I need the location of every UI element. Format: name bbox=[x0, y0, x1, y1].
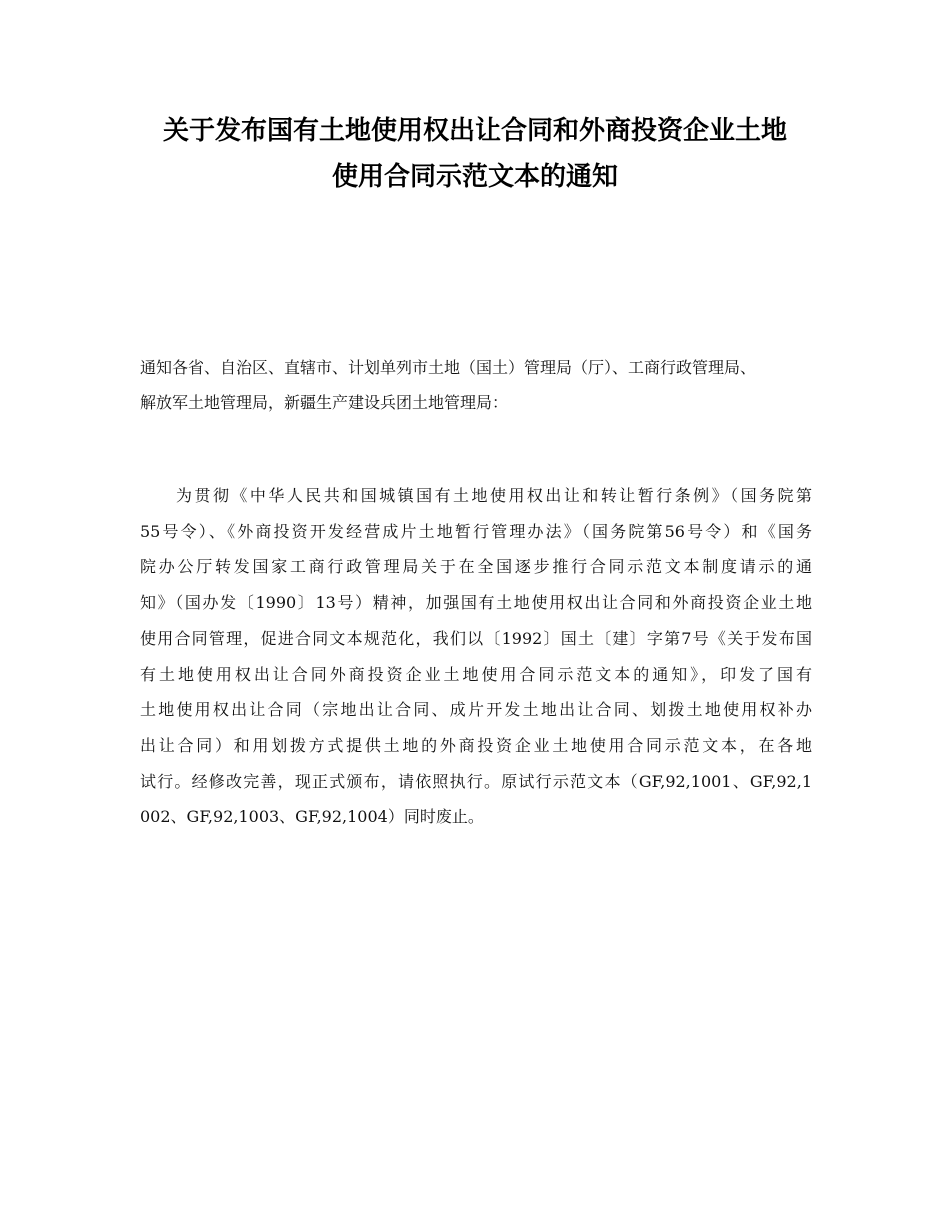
document-title bbox=[135, 108, 815, 200]
body-line-3: 院办公厅转发国家工商行政管理局关于在全国逐步推行合同示范文本制度请示的通 bbox=[140, 557, 812, 577]
body-line-7: 土地使用权出让合同（宗地出让合同、成片开发土地出让合同、划拨土地使用权补办 bbox=[140, 700, 812, 720]
body-line-8: 出让合同）和用划拨方式提供土地的外商投资企业土地使用合同示范文本，在各地 bbox=[140, 735, 812, 755]
addressee-paragraph bbox=[140, 350, 812, 420]
title-line-2: 使用合同示范文本的通知 bbox=[331, 162, 618, 192]
body-line-9: 试行。经修改完善，现正式颁布，请依照执行。原试行示范文本（GF,92,1001、GF,92,1 bbox=[140, 771, 812, 791]
body-line-4: 知》（国办发〔1990〕13号）精神，加强国有土地使用权出让合同和外商投资企业土地 bbox=[140, 593, 812, 613]
addressee-line-1: 通知各省、自治区、直辖市、计划单列市土地（国土）管理局（厅）、工商行政管理局、 bbox=[140, 358, 757, 377]
body-paragraph bbox=[140, 478, 812, 835]
body-line-1: 为贯彻《中华人民共和国城镇国有土地使用权出让和转让暂行条例》（国务院第 bbox=[176, 486, 812, 505]
body-line-2: 55号令）、《外商投资开发经营成片土地暂行管理办法》（国务院第56号令）和《国务 bbox=[140, 521, 812, 541]
body-line-6: 有土地使用权出让合同外商投资企业土地使用合同示范文本的通知》，印发了国有 bbox=[140, 664, 812, 684]
title-line-1: 关于发布国有土地使用权出让合同和外商投资企业土地 bbox=[162, 116, 787, 146]
body-line-10: 002、GF,92,1003、GF,92,1004）同时废止。 bbox=[140, 807, 484, 827]
addressee-line-2: 解放军土地管理局，新疆生产建设兵团土地管理局： bbox=[140, 393, 509, 412]
body-line-5: 使用合同管理，促进合同文本规范化，我们以〔1992〕国土〔建〕字第7号《关于发布国 bbox=[140, 628, 812, 648]
